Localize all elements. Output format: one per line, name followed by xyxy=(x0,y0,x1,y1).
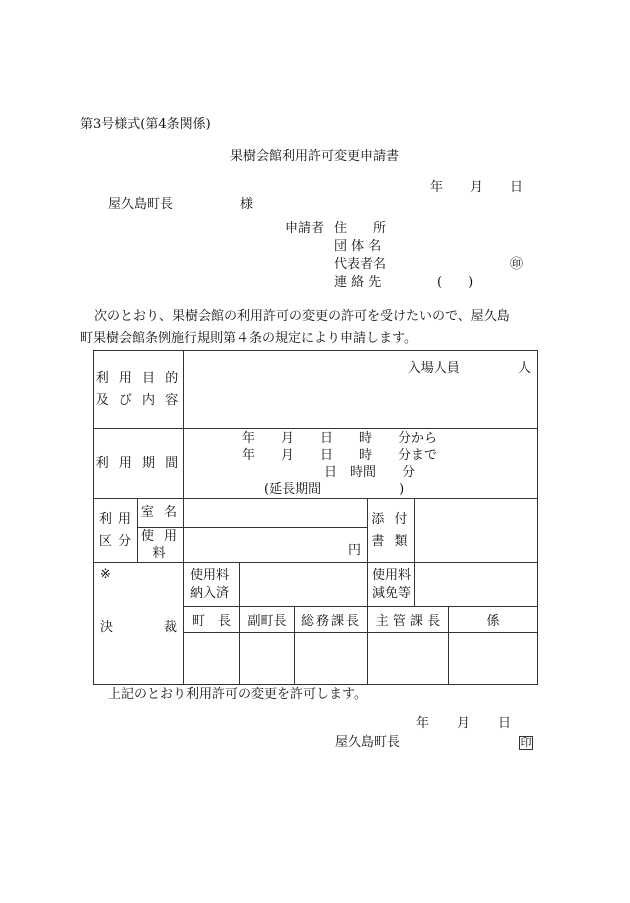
approver-staff: 係 xyxy=(449,607,538,633)
purpose-label-1: 利 用 目 的 xyxy=(95,370,182,386)
decision-label-2: 裁 xyxy=(163,620,177,635)
attachment-label-2: 書 類 xyxy=(371,533,411,549)
addressee: 屋久島町長 xyxy=(108,197,174,212)
document-title: 果樹会館利用許可変更申請書 xyxy=(230,149,400,164)
approval-mayor: 屋久島町長 xyxy=(335,735,401,750)
period-duration: 日 時間 分 xyxy=(324,464,416,480)
usage-label-2: 区 分 xyxy=(98,533,133,549)
fee-reduction-label-cell xyxy=(368,563,415,607)
stamp-box-general-affairs[interactable] xyxy=(295,633,368,685)
purpose-input-cell[interactable] xyxy=(184,351,538,429)
fee-reduction-input-cell[interactable] xyxy=(415,563,538,607)
fee-label-2: 料 xyxy=(152,546,169,561)
yen-unit: 円 xyxy=(347,543,361,558)
fee-paid-input-cell[interactable] xyxy=(240,563,368,607)
fee-paid-label-1: 使用料 xyxy=(190,567,230,583)
attachment-label-cell xyxy=(368,499,415,563)
fee-reduction-label-2: 減免等 xyxy=(372,585,412,601)
fee-input-cell[interactable] xyxy=(184,528,368,563)
period-end: 年 月 日 時 分まで xyxy=(242,447,438,463)
attendees xyxy=(184,351,537,376)
year-label: 年 xyxy=(430,180,444,195)
period-start: 年 月 日 時 分から xyxy=(242,430,438,446)
intro-line-2: 町果樹会館条例施行規則第４条の規定により申請します。 xyxy=(80,331,417,346)
usage-category-label xyxy=(94,499,138,563)
applicant-label: 申請者 xyxy=(285,221,325,236)
stamp-box-dept-chief[interactable] xyxy=(368,633,449,685)
intro-line-1: 次のとおり、果樹会館の利用許可の変更の許可を受けたいので、屋久島 xyxy=(94,309,510,324)
usage-label-1: 利 用 xyxy=(98,511,133,527)
organization-label: 団 体 名 xyxy=(334,239,382,254)
fee-paid-label-cell xyxy=(184,563,240,607)
fee-paid-label-2: 納入済 xyxy=(190,585,230,601)
approver-dept-chief: 主 管 課 長 xyxy=(368,607,449,633)
seal-mark: ㊞ xyxy=(510,257,524,272)
attendees-label: 入場人員 xyxy=(407,361,460,376)
approver-mayor: 町 長 xyxy=(184,607,240,633)
day-label: 日 xyxy=(510,180,524,195)
purpose-label-cell xyxy=(94,351,184,429)
period-label-cell xyxy=(94,429,184,499)
month-label: 月 xyxy=(470,180,484,195)
contact-parentheses: ( ) xyxy=(437,275,474,290)
decision-label-cell xyxy=(94,563,184,685)
application-table xyxy=(93,350,538,685)
stamp-box-mayor[interactable] xyxy=(184,633,240,685)
stamp-box-deputy-mayor[interactable] xyxy=(240,633,295,685)
fee-label-cell xyxy=(138,528,184,563)
attachment-label-1: 添 付 xyxy=(371,511,411,527)
intro-paragraph xyxy=(80,306,540,350)
approval-statement: 上記のとおり利用許可の変更を許可します。 xyxy=(108,687,367,702)
period-extension: (延長期間 ) xyxy=(264,481,405,497)
representative-label: 代表者名 xyxy=(334,257,387,272)
decision-label-1: 決 xyxy=(100,620,114,635)
attendees-unit: 人 xyxy=(517,361,531,376)
honorific: 様 xyxy=(240,197,254,212)
attachment-input-cell[interactable] xyxy=(415,499,538,563)
approver-deputy-mayor: 副町長 xyxy=(240,607,295,633)
period-label: 利 用 期 間 xyxy=(95,455,182,471)
room-label: 室 名 xyxy=(140,505,181,520)
period-input-cell[interactable] xyxy=(184,429,538,499)
purpose-label-2: 及 び 内 容 xyxy=(95,392,182,408)
fee-label-1: 使 用 xyxy=(140,529,181,544)
contact-label: 連 絡 先 xyxy=(334,275,382,290)
note-mark: ※ xyxy=(100,567,111,582)
fee-reduction-label-1: 使用料 xyxy=(372,567,412,583)
room-input-cell[interactable] xyxy=(184,499,368,528)
approval-month-label: 月 xyxy=(457,716,471,731)
form-number-label: 第3号様式(第4条関係) xyxy=(80,117,211,132)
room-label-cell xyxy=(138,499,184,528)
official-seal-mark: 印 xyxy=(520,736,532,749)
approval-day-label: 日 xyxy=(498,716,512,731)
stamp-box-staff[interactable] xyxy=(449,633,538,685)
approval-year-label: 年 xyxy=(416,716,430,731)
approver-general-affairs-chief: 総務課長 xyxy=(295,607,368,633)
address-label: 住 所 xyxy=(334,221,387,236)
